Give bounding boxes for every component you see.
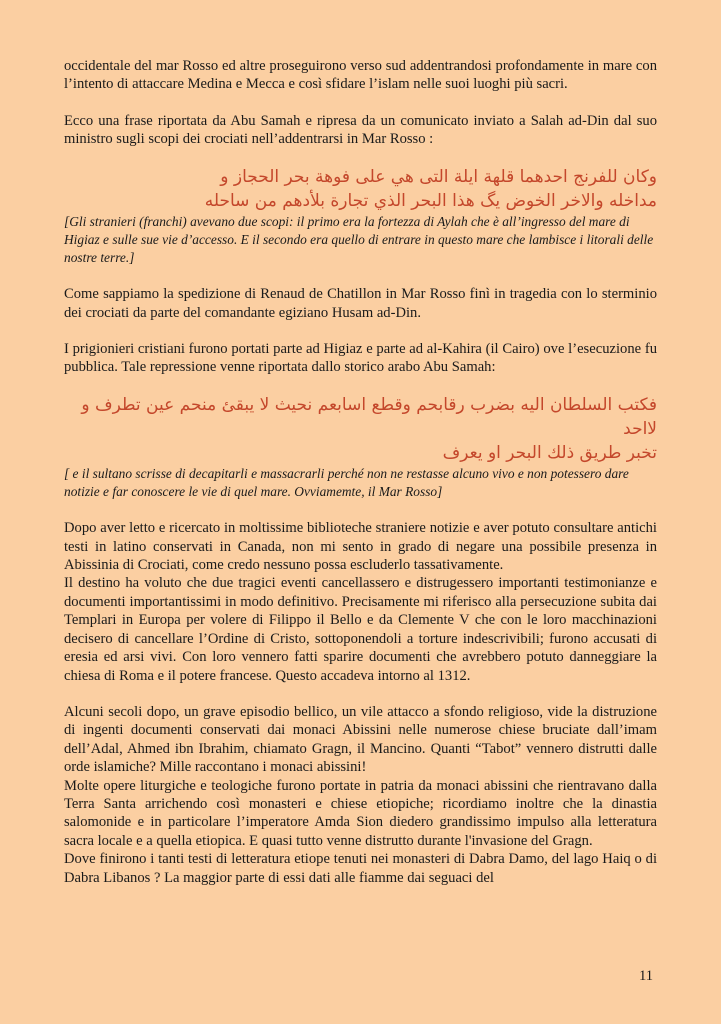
translation-2: [ e il sultano scrisse di decapitarli e massacrarli perché non ne restasse alcuno vivo e non potessero dare notizie e far conoscere le vie di quel mare. Ovviamemte, il Mar Rosso] bbox=[64, 465, 629, 500]
page-number: 11 bbox=[638, 968, 653, 984]
paragraph-gragn-invasion: Alcuni secoli dopo, un grave episodio bellico, un vile attacco a sfondo religioso, vide la distruzione di ingenti documenti conservati dai monaci Abissini nelle numerose chiese bruciate dall’imam dell’Adal, Ahmed ibn Ibrahim, chiamato Gragn, il Mancino. Quanti “Tabot” vennero distrutti dalle orde islamiche? Mille raccontano i monaci abissini! bbox=[64, 703, 657, 776]
paragraph-research: Dopo aver letto e ricercato in moltissime biblioteche straniere notizie e aver potuto consultare antichi testi in latino conservati in Canada, non mi sento in grado di negare una possibile presenza in Abissinia di Crociati, come credo nessuno possa escluderlo tassativamente. bbox=[64, 520, 657, 574]
paragraph-liturgical-works: Molte opere liturgiche e teologiche furono portate in patria da monaci abissini che rientravano dalla Terra Santa arrichendo così monasteri e chiese etiopiche; ricordiamo inoltre che la dinastia salomonide e in particolare l’imperatore Amda Sion diedero grandissimo impulso alla letteratura sacra locale e a quella etiopica. E quasi tutto venne distrutto durante l'invasione del Gragn. bbox=[64, 777, 657, 849]
arabic-quote-2-line-1: فكتب السلطان اليه بضرب رقابحم وقطع اسابعم نحيث لا يبقئ منحم عين تطرف و لااحد bbox=[81, 394, 657, 439]
paragraph-renaud-expedition: Come sappiamo la spedizione di Renaud de Chatillon in Mar Rosso finì in tragedia con lo sterminio dei crociati da parte del comandante egiziano Husam ad-Din. bbox=[64, 286, 657, 321]
paragraph-monasteries: Dove finirono i tanti testi di letteratura etiope tenuti nei monasteri di Dabra Damo, del lago Haiq o di Dabra Libanos ? La maggior parte di essi dati alle fiamme dai seguaci del bbox=[64, 851, 657, 886]
paragraph-templars: Il destino ha voluto che due tragici eventi cancellassero e distrugessero importanti testimonianze e documenti importantissimi in modo definitivo. Precisamente mi riferisco alla persecuzione subita dai Templari in Europa per volere di Filippo il Bello e da Clemente V che con le loro macchinazioni decisero di cancellare l’Ordine di Cristo, sottoponendoli a torture indescrivibili; furono accusati di eresia ed arsi vivi. Con loro vennero fatti sparire documenti che avrebbero potuto danneggiare la chiesa di Roma e il potere francese. Questo accadeva intorno al 1312. bbox=[64, 575, 657, 684]
arabic-quote-2-line-2: تخبر طريق ذلك البحر او يعرف bbox=[442, 442, 657, 463]
paragraph-intro: occidentale del mar Rosso ed altre proseguirono verso sud addentrandosi profondamente in mare con l’intento di attaccare Medina e Mecca e così sfidare l’islam nelle suoi luoghi più sacri. bbox=[64, 58, 657, 93]
document-page bbox=[64, 57, 657, 887]
arabic-quote-1-line-1: وكان للفرنج احدهما قلهة ايلة التى هي على فوهة بحر الحجاز و bbox=[220, 166, 657, 187]
translation-1: [Gli stranieri (franchi) avevano due scopi: il primo era la fortezza di Aylah che è all’ingresso del mare di Higiaz e sulle sue vie d’accesso. E il secondo era quello di entrare in questo mare che lambisce i litorali delle nostre terre.] bbox=[64, 213, 654, 266]
paragraph-abu-samah-quote-intro: Ecco una frase riportata da Abu Samah e ripresa da un comunicato inviato a Salah ad-Din dal suo ministro sugli scopi dei crociati nell’addentrarsi in Mar Rosso : bbox=[64, 112, 657, 148]
paragraph-prisoners: I prigionieri cristiani furono portati parte ad Higiaz e parte ad al-Kahira (il Cairo) ove l’esecuzione fu pubblica. Tale repressione venne riportata dallo storico arabo Abu Samah: bbox=[64, 341, 657, 376]
arabic-quote-1-line-2: مداخله والاخر الخوض ﯾﮓ هذا البحر الذي تجارة بلأدهم من ساحله bbox=[204, 190, 657, 211]
